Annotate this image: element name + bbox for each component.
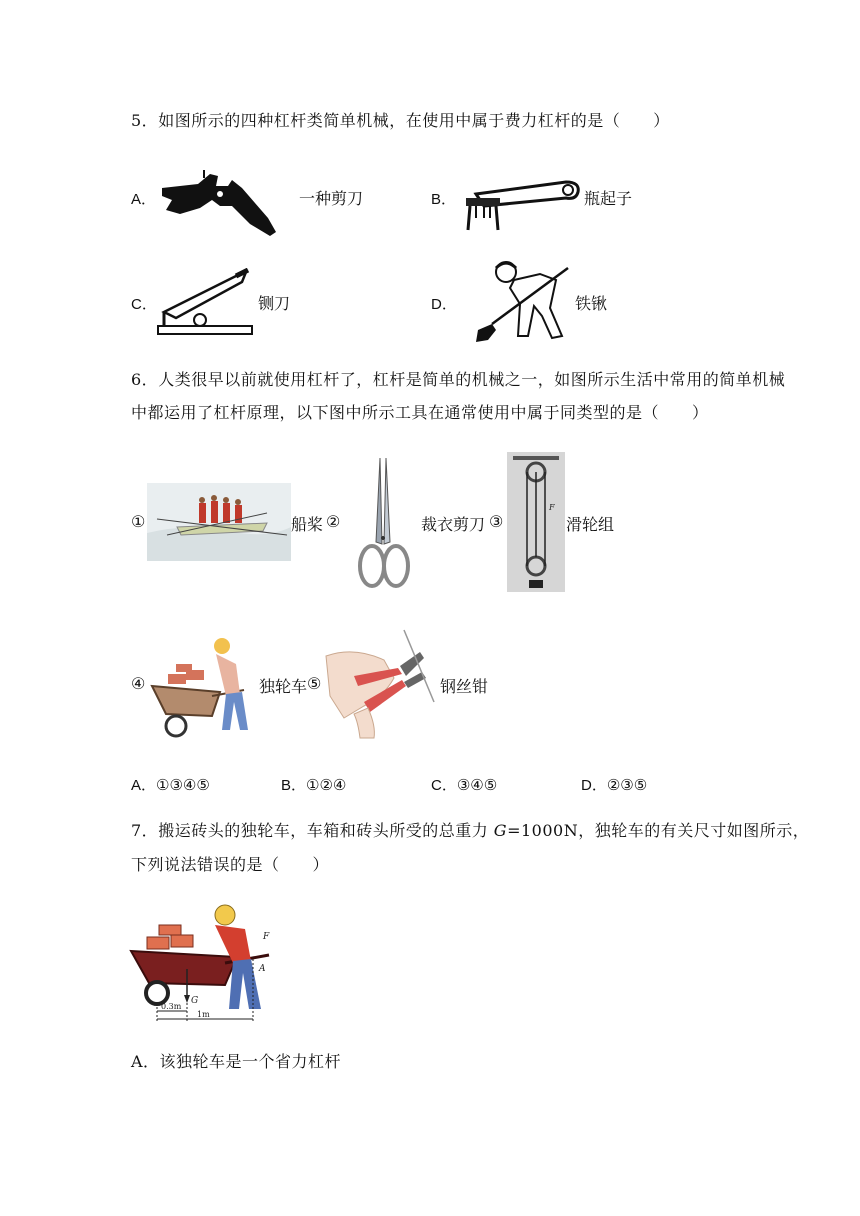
- option-a-caption: 一种剪刀: [299, 189, 364, 208]
- choice-b: [281, 774, 346, 795]
- wire-pliers-icon: [324, 626, 436, 740]
- pulley-system-icon: [507, 452, 565, 592]
- item-1-caption: 船桨: [291, 515, 324, 534]
- choice-text: ③④⑤: [456, 777, 498, 794]
- question-text: 如图所示的四种杠杆类简单机械，在使用中属于费力杠杆的是（ ）: [158, 111, 670, 130]
- choice-text: ②③⑤: [606, 777, 648, 794]
- question-7-stem-line2: 下列说法错误的是（ ）: [131, 855, 330, 874]
- force-f-label: F: [263, 932, 270, 942]
- gravity-g-label: G: [191, 996, 199, 1006]
- rowing-boat-icon: [147, 483, 291, 561]
- choice-d: [581, 774, 647, 795]
- question-text: 搬运砖头的独轮车，车箱和砖头所受的总重力: [158, 821, 494, 840]
- question-number: 6．: [131, 370, 159, 389]
- guillotine-cutter-icon: [156, 268, 256, 338]
- item-1-mark: ①: [131, 512, 146, 531]
- choice-a: [131, 774, 210, 795]
- question-text-cont: =1000N，独轮车的有关尺寸如图所示，: [507, 821, 810, 840]
- question-7-option-a: A．该独轮车是一个省力杠杆: [131, 1052, 342, 1071]
- choice-text: ①②④: [306, 777, 347, 794]
- choice-c: [431, 774, 497, 795]
- scissors-icon: [354, 456, 414, 592]
- wheelbarrow-icon: [150, 634, 256, 738]
- item-2-caption: 裁衣剪刀: [421, 515, 486, 534]
- option-d-caption: 铁锹: [575, 294, 608, 313]
- option-b-caption: 瓶起子: [584, 189, 633, 208]
- question-6-stem-line2: 中都运用了杠杆原理，以下图中所示工具在通常使用中属于同类型的是（ ）: [131, 403, 709, 422]
- question-number: 7．: [131, 821, 159, 840]
- question-number: 5．: [131, 111, 159, 130]
- svg-text:F: F: [549, 503, 555, 512]
- wheelbarrow-diagram-icon: [129, 899, 275, 1025]
- item-5-caption: 钢丝钳: [440, 677, 489, 696]
- option-b-letter: B．: [431, 191, 457, 208]
- item-3-caption: 滑轮组: [566, 515, 615, 534]
- question-6-stem-line1: [131, 370, 785, 390]
- option-a-letter: A．: [131, 191, 157, 208]
- point-a-label: A: [259, 964, 266, 974]
- item-4-caption: 独轮车: [259, 677, 308, 696]
- item-3-mark: ③: [489, 512, 504, 531]
- dimension-long-label: 1m: [197, 1010, 210, 1019]
- question-7-stem-line1: [131, 821, 809, 841]
- choice-letter: C．: [431, 777, 457, 794]
- dimension-short-label: 0.3m: [161, 1002, 182, 1011]
- choice-letter: A．: [131, 777, 157, 794]
- pliers-shears-icon: [158, 166, 280, 238]
- choice-letter: B．: [281, 777, 307, 794]
- shovel-worker-icon: [470, 258, 574, 344]
- option-d-letter: D．: [431, 296, 457, 313]
- item-4-mark: ④: [131, 674, 146, 693]
- option-c-letter: C．: [131, 296, 157, 313]
- question-text: 人类很早以前就使用杠杆了，杠杆是简单的机械之一，如图所示生活中常用的简单机械: [158, 370, 786, 389]
- item-5-mark: ⑤: [307, 674, 322, 693]
- question-5-stem: [131, 111, 670, 131]
- item-2-mark: ②: [326, 512, 341, 531]
- bottle-opener-icon: [462, 176, 582, 234]
- choice-text: ①③④⑤: [156, 777, 210, 794]
- option-c-caption: 铡刀: [258, 294, 291, 313]
- choice-letter: D．: [581, 777, 607, 794]
- variable-g: G: [493, 821, 508, 840]
